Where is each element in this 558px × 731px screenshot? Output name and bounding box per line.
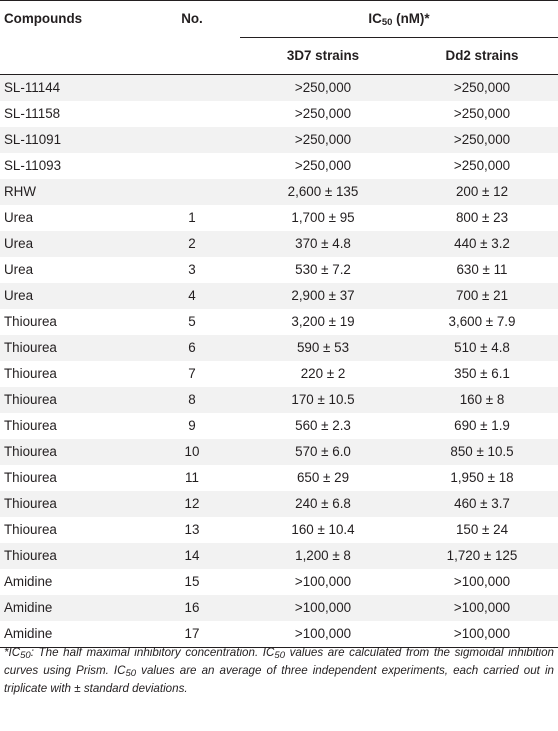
cell-compound: Thiourea bbox=[0, 335, 144, 361]
cell-3d7: >250,000 bbox=[294, 158, 352, 173]
cell-dd2: >250,000 bbox=[406, 75, 558, 102]
cell-no bbox=[144, 127, 240, 153]
cell-3d7: 240 ± 6.8 bbox=[240, 491, 406, 517]
cell-no: 12 bbox=[144, 491, 240, 517]
cell-dd2: >100,000 bbox=[453, 574, 511, 589]
header-compounds: Compounds bbox=[0, 1, 144, 38]
cell-dd2: >100,000 bbox=[406, 621, 558, 648]
cell-compound: SL-11091 bbox=[0, 127, 144, 153]
table-row bbox=[0, 569, 558, 595]
cell-compound: Thiourea bbox=[4, 366, 57, 381]
table-body bbox=[0, 75, 558, 648]
cell-no: 1 bbox=[188, 210, 196, 225]
cell-compound: SL-11144 bbox=[0, 75, 144, 102]
cell-no: 15 bbox=[184, 574, 200, 589]
cell-3d7: >250,000 bbox=[294, 106, 352, 121]
table-row bbox=[0, 439, 558, 465]
cell-3d7: >100,000 bbox=[240, 595, 406, 621]
table-footnote: $*IC_{50}$: The half maximal inhibitory concentration. $IC_{50}$ values are calculated from the sigmoidal inhibition curves using Prism. $IC_{50}$ values are an average of three independent experiments, each carried out in triplicate with ± standard deviations. bbox=[4, 646, 554, 695]
table-row bbox=[0, 413, 558, 439]
cell-3d7: 3,200 ± 19 bbox=[291, 314, 355, 329]
table-row bbox=[0, 309, 558, 335]
cell-compound: Thiourea bbox=[0, 543, 144, 569]
table-row bbox=[0, 465, 558, 491]
cell-no: 11 bbox=[185, 470, 199, 485]
table-row bbox=[0, 335, 558, 361]
cell-3d7: >250,000 bbox=[240, 75, 406, 102]
cell-dd2: 700 ± 21 bbox=[406, 283, 558, 309]
cell-no: 6 bbox=[144, 335, 240, 361]
table-row bbox=[0, 205, 558, 231]
table-row bbox=[0, 179, 558, 205]
table-row bbox=[0, 101, 558, 127]
header-3d7: 3D7 strains bbox=[240, 38, 406, 75]
cell-dd2: >250,000 bbox=[406, 127, 558, 153]
cell-compound: Urea bbox=[0, 231, 144, 257]
table-row bbox=[0, 283, 558, 309]
cell-no: 16 bbox=[144, 595, 240, 621]
cell-3d7: >100,000 bbox=[294, 574, 352, 589]
cell-no: 5 bbox=[188, 314, 196, 329]
cell-dd2: 850 ± 10.5 bbox=[406, 439, 558, 465]
cell-3d7: 1,700 ± 95 bbox=[291, 210, 355, 225]
table-row bbox=[0, 595, 558, 621]
cell-dd2: 440 ± 3.2 bbox=[406, 231, 558, 257]
cell-compound: Amidine bbox=[0, 621, 144, 648]
cell-compound: Amidine bbox=[0, 595, 144, 621]
cell-compound: SL-11158 bbox=[4, 106, 61, 121]
cell-3d7: 220 ± 2 bbox=[300, 366, 346, 381]
header-blank-1 bbox=[0, 38, 144, 75]
cell-compound: Thiourea bbox=[4, 470, 57, 485]
cell-dd2: 200 ± 12 bbox=[406, 179, 558, 205]
cell-3d7: 560 ± 2.3 bbox=[295, 418, 351, 433]
cell-dd2: 630 ± 11 bbox=[456, 262, 508, 277]
cell-no: 2 bbox=[144, 231, 240, 257]
cell-no: 8 bbox=[144, 387, 240, 413]
cell-dd2: 3,600 ± 7.9 bbox=[448, 314, 516, 329]
cell-dd2: >250,000 bbox=[453, 106, 511, 121]
cell-3d7: 170 ± 10.5 bbox=[240, 387, 406, 413]
cell-no bbox=[144, 75, 240, 102]
table-row bbox=[0, 257, 558, 283]
cell-compound: Thiourea bbox=[4, 522, 57, 537]
cell-compound: Urea bbox=[0, 283, 144, 309]
cell-compound: RHW bbox=[0, 179, 144, 205]
cell-no: 14 bbox=[144, 543, 240, 569]
header-blank-2 bbox=[144, 38, 240, 75]
cell-no: 17 bbox=[144, 621, 240, 648]
cell-no: 3 bbox=[188, 262, 196, 277]
header-no: No. bbox=[144, 1, 240, 38]
cell-compound: Urea bbox=[4, 210, 34, 225]
table-row bbox=[0, 517, 558, 543]
cell-3d7: 370 ± 4.8 bbox=[240, 231, 406, 257]
cell-compound: SL-11093 bbox=[4, 158, 62, 173]
table-row bbox=[0, 543, 558, 569]
cell-compound: Thiourea bbox=[0, 387, 144, 413]
cell-3d7: 570 ± 6.0 bbox=[240, 439, 406, 465]
cell-dd2: 350 ± 6.1 bbox=[454, 366, 510, 381]
cell-compound: Urea bbox=[4, 262, 34, 277]
cell-no bbox=[144, 179, 240, 205]
table-row bbox=[0, 127, 558, 153]
cell-no bbox=[144, 153, 240, 179]
table-row bbox=[0, 361, 558, 387]
cell-dd2: 800 ± 23 bbox=[455, 210, 509, 225]
cell-dd2: 1,950 ± 18 bbox=[450, 470, 514, 485]
cell-3d7: 2,900 ± 37 bbox=[240, 283, 406, 309]
cell-compound: Thiourea bbox=[0, 491, 144, 517]
cell-dd2: 1,720 ± 125 bbox=[406, 543, 558, 569]
table-row bbox=[0, 75, 558, 102]
cell-compound: Thiourea bbox=[0, 439, 144, 465]
cell-no: 7 bbox=[188, 366, 196, 381]
cell-dd2: 160 ± 8 bbox=[406, 387, 558, 413]
cell-compound: Thiourea bbox=[4, 314, 57, 329]
header-dd2: Dd2 strains bbox=[406, 38, 558, 75]
cell-3d7: 530 ± 7.2 bbox=[295, 262, 351, 277]
cell-3d7: >100,000 bbox=[240, 621, 406, 648]
cell-3d7: 650 ± 29 bbox=[296, 470, 350, 485]
cell-3d7: 2,600 ± 135 bbox=[240, 179, 406, 205]
cell-3d7: 160 ± 10.4 bbox=[291, 522, 355, 537]
cell-compound: Amidine bbox=[4, 574, 53, 589]
table-row bbox=[0, 387, 558, 413]
table-row bbox=[0, 491, 558, 517]
table-row bbox=[0, 153, 558, 179]
cell-no bbox=[144, 101, 240, 127]
cell-no: 9 bbox=[188, 418, 196, 433]
cell-no: 10 bbox=[144, 439, 240, 465]
cell-3d7: 590 ± 53 bbox=[240, 335, 406, 361]
cell-no: 13 bbox=[184, 522, 200, 537]
header-ic50: $IC_{50}$ (nM)* bbox=[240, 1, 558, 38]
cell-3d7: 1,200 ± 8 bbox=[240, 543, 406, 569]
table-row bbox=[0, 231, 558, 257]
cell-compound: Thiourea bbox=[4, 418, 57, 433]
cell-3d7: >250,000 bbox=[240, 127, 406, 153]
cell-dd2: >100,000 bbox=[406, 595, 558, 621]
cell-no: 4 bbox=[144, 283, 240, 309]
cell-dd2: 460 ± 3.7 bbox=[406, 491, 558, 517]
cell-dd2: 150 ± 24 bbox=[455, 522, 509, 537]
cell-dd2: 690 ± 1.9 bbox=[454, 418, 510, 433]
cell-dd2: >250,000 bbox=[453, 158, 511, 173]
cell-dd2: 510 ± 4.8 bbox=[406, 335, 558, 361]
